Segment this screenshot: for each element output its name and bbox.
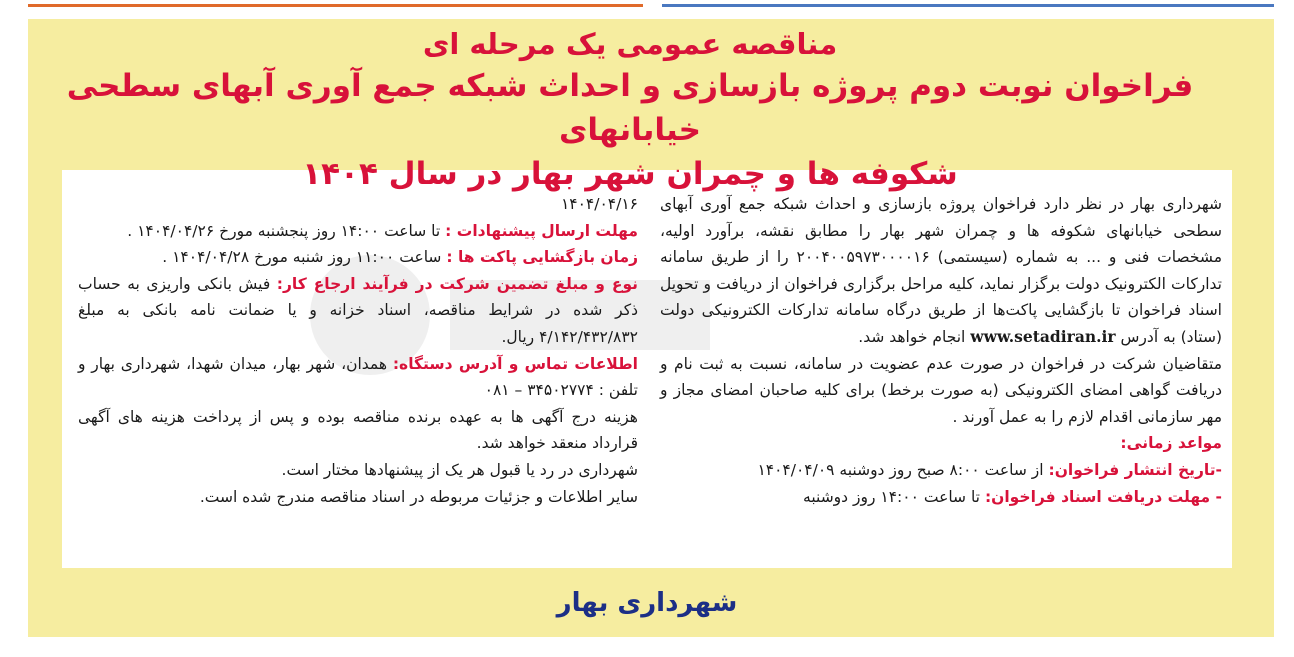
ad-cost-paragraph: هزینه درج آگهی ها به عهده برنده مناقصه بوده و پس از پرداخت هزینه های آگهی قرارداد منعقد خواهد شد. xyxy=(78,407,638,453)
issuer-name: شهرداری بهار xyxy=(556,588,738,618)
intro-end-text: انجام خواهد شد. xyxy=(858,327,966,346)
top-blue-rule xyxy=(662,4,1274,7)
offers-deadline-text: تا ساعت ۱۴:۰۰ روز پنجشنبه مورخ ۱۴۰۴/۰۴/۲۶ . xyxy=(127,221,441,240)
intro-text: شهرداری بهار در نظر دارد فراخوان پروژه بازسازی و احداث شبکه جمع آوری آبهای سطحی خیابانهای شکوفه ها و چمران شهر بهار را مطابق نقشه، برآورد اولیه، مشخصات فنی و ... به شماره (سیستمی) ۲۰۰۴۰۰۵۹۷۳۰۰۰۰۱۶ را از طریق سامانه تدارکات الکترونیک دولت برگزار نماید، کلیه مراحل برگزاری فراخوان از دریافت و تحویل اسناد فراخوان تا بازگشایی پاکت‌ها از طریق درگاه سامانه تدارکات الکترونیکی دولت (ستاد) به آدرس xyxy=(660,195,1222,346)
schedule-heading: مواعد زمانی: xyxy=(1120,434,1222,453)
contact-text: همدان، شهر بهار، میدان شهدا، شهرداری بهار و تلفن : ۳۴۵۰۲۷۷۴ – ۰۸۱ xyxy=(78,354,638,400)
guarantee-text: فیش بانکی واریزی به حساب ذکر شده در شرایط مناقصه، اسناد خزانه و یا ضمانت نامه بانکی به مبلغ ۴/۱۴۲/۴۳۲/۸۳۲ ریال. xyxy=(78,274,638,346)
opening-time-text: ساعت ۱۱:۰۰ روز شنبه مورخ ۱۴۰۴/۰۴/۲۸ . xyxy=(162,248,442,267)
left-column xyxy=(78,191,638,510)
title-line-2: فراخوان نوبت دوم پروژه بازسازی و احداث شبکه جمع آوری آبهای سطحی خیابانهای xyxy=(66,68,1194,148)
opening-time-label: زمان بازگشایی پاکت ها : xyxy=(446,248,638,267)
footer-issuer xyxy=(62,570,1232,636)
right-column xyxy=(660,191,1222,510)
intro-paragraph xyxy=(660,191,1222,351)
opening-time-row xyxy=(78,244,638,271)
guarantee-row xyxy=(78,271,638,351)
title-line-3: شکوفه ها و چمران شهر بهار در سال ۱۴۰۴ xyxy=(302,156,958,192)
contact-row xyxy=(78,351,638,404)
top-orange-rule xyxy=(28,4,643,7)
docs-deadline-label: - مهلت دریافت اسناد فراخوان: xyxy=(984,487,1222,506)
publish-date-row xyxy=(660,457,1222,484)
docs-deadline-row xyxy=(660,484,1222,511)
docs-deadline-text: تا ساعت ۱۴:۰۰ روز دوشنبه xyxy=(803,487,980,506)
offers-deadline-row xyxy=(78,218,638,245)
other-info-paragraph: سایر اطلاعات و جزئیات مربوطه در اسناد مناقصه مندرج شده است. xyxy=(199,487,638,506)
guarantee-label: نوع و مبلغ تضمین شرکت در فرآیند ارجاع کار: xyxy=(276,274,638,293)
docs-deadline-date: ۱۴۰۴/۰۴/۱۶ xyxy=(560,195,638,213)
publish-date-text: از ساعت ۸:۰۰ صبح روز دوشنبه ۱۴۰۴/۰۴/۰۹ xyxy=(757,460,1044,479)
website-link[interactable]: www.setadiran.ir xyxy=(970,326,1116,346)
applicants-paragraph: متقاضیان شرکت در فراخوان در صورت عدم عضویت در سامانه، نسبت به ثبت نام و دریافت گواهی امضای الکترونیکی (به صورت برخط) برای کلیه صاحبان امضای مجاز و مهر سازمانی اقدام لازم را به عمل آورند . xyxy=(660,354,1222,426)
contact-label: اطلاعات تماس و آدرس دستگاه: xyxy=(392,354,638,373)
publish-date-label: -تاریخ انتشار فراخوان: xyxy=(1048,460,1222,479)
offers-deadline-label: مهلت ارسال پیشنهادات : xyxy=(445,221,638,240)
notice-title xyxy=(40,24,1220,196)
reject-paragraph: شهرداری در رد یا قبول هر یک از پیشنهادها مختار است. xyxy=(281,460,638,479)
title-line-1: مناقصه عمومی یک مرحله ای xyxy=(422,27,838,61)
